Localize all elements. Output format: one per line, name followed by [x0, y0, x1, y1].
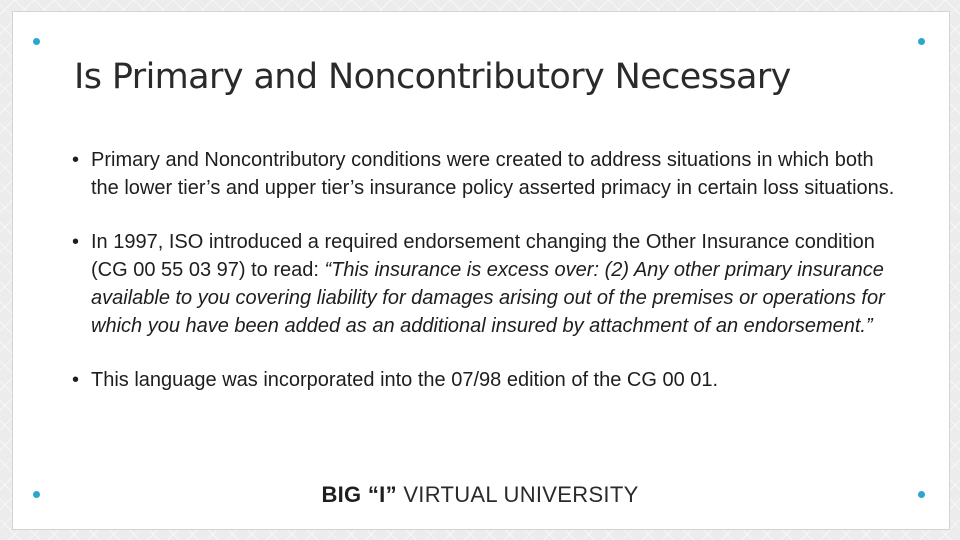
slide-title: Is Primary and Noncontributory Necessary: [74, 57, 791, 97]
bullet-item-1: [72, 146, 902, 202]
bullet-text: This language was incorporated into the 07/98 edition of the CG 00 01.: [91, 369, 719, 391]
footer-logo: [0, 482, 960, 508]
bullet-marker: •: [72, 231, 80, 253]
bullet-list: [72, 146, 902, 394]
bullet-item-2: [72, 228, 902, 340]
bullet-marker: •: [72, 149, 80, 171]
bullet-text: Primary and Noncontributory conditions were created to address situations in which both the lower tier’s and upper tier’s insurance policy asserted primacy in certain loss situations.: [91, 149, 895, 199]
corner-dot-top-left: [33, 38, 40, 45]
bullet-text: In 1997, ISO introduced a required endorsement changing the Other Insurance condition (CG 00 55 03 97) to read:: [91, 231, 875, 281]
bullet-quote: “This insurance is excess over: (2) Any other primary insurance available to you covering liability for damages arising out of the premises or operations for which you have been added as an additional insured by attachment of an endorsement.”: [91, 259, 885, 337]
bullet-body: [91, 228, 902, 340]
corner-dot-top-right: [918, 38, 925, 45]
logo-virtual-university: VIRTUAL UNIVERSITY: [403, 482, 639, 507]
bullet-item-3: [72, 366, 902, 394]
bullet-marker: •: [72, 369, 80, 391]
logo-big-i: BIG “I”: [321, 482, 397, 507]
